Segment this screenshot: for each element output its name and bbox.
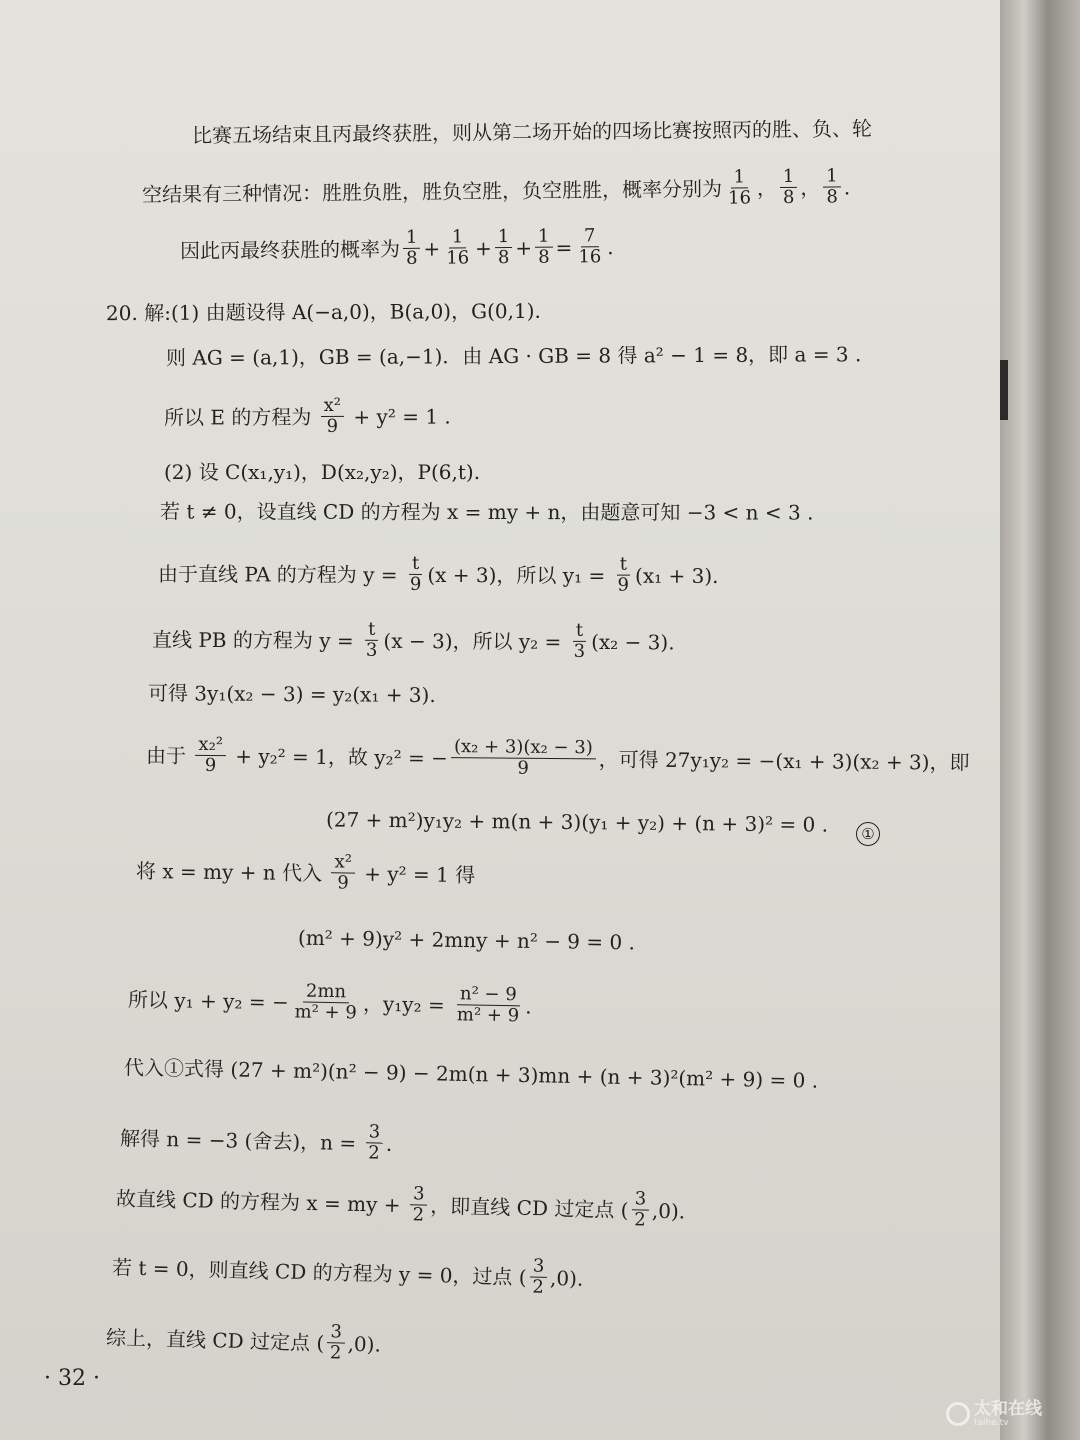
text-segment: + [423,236,441,261]
text-segment: (x₁ + 3). [635,563,719,588]
text-line [106,1316,382,1364]
text-line [128,978,532,1026]
text-segment: ,0). [651,1198,686,1223]
text-line [164,395,451,437]
fraction-denominator: 2 [368,1142,380,1164]
text-segment: 由于 [145,742,193,768]
fraction-numerator: 1 [823,166,841,187]
fraction-numerator: 7 [581,226,599,247]
text-segment: . [607,234,614,259]
text-segment: 所以 E 的方程为 [163,404,318,430]
text-line [146,734,970,782]
fraction-numerator: x² [331,852,355,873]
text-line [116,1178,686,1232]
text-segment: 综上，直线 CD 过定点 ( [105,1324,325,1355]
text-line [160,497,814,526]
text-line [164,458,480,486]
fraction-denominator: 3 [365,639,378,661]
fraction-denominator: 9 [617,574,630,596]
fraction-numerator: t [365,620,378,641]
text-segment: + y² = 1 得 [357,861,476,887]
fraction [451,737,596,779]
fraction [615,555,633,596]
fraction [363,620,381,661]
fraction-denominator: 8 [826,186,839,208]
book-binding [1000,0,1080,1440]
text-segment: 20. 解:(1) 由题设得 A(−a,0)，B(a,0)，G(0,1). [105,298,541,326]
binding-mark [1000,360,1008,420]
text-line [124,1053,819,1094]
fraction [725,167,754,208]
fraction [321,396,345,437]
fraction-numerator: t [573,621,586,642]
fraction-numerator: 3 [632,1189,650,1210]
fraction [365,1122,383,1163]
fraction [631,1189,649,1230]
fraction [443,227,472,268]
fraction-numerator: 3 [327,1322,345,1343]
text-segment: (x − 3)，所以 y₂ = [383,628,568,654]
text-line [148,679,436,709]
fraction-denominator: 8 [497,247,510,269]
text-segment: 所以 y₁ + y₂ = − [127,986,289,1014]
text-segment: ，即直线 CD 过定点 ( [430,1193,629,1222]
text-segment: ，y₁y₂ = [362,991,452,1017]
text-segment: 则 AG = (a,1)，GB = (a,−1)．由 AG · GB = 8 得 a² − 1 = 8，即 a = 3 . [165,342,862,370]
fraction-denominator: 2 [532,1276,545,1298]
text-line [142,166,851,214]
text-segment: 将 x = my + n 代入 [135,858,329,885]
fraction-denominator: 8 [538,246,550,268]
text-segment: + [515,235,533,260]
text-segment: 故直线 CD 的方程为 x = my + [115,1186,408,1217]
text-segment: 若 t ≠ 0，设直线 CD 的方程为 x = my + n，由题意可知 −3 < n < 3 . [159,499,814,525]
text-segment: + y² = 1 . [347,403,451,429]
text-line [192,114,872,149]
watermark-url: taihe.tv [974,1418,1009,1428]
fraction-denominator: 9 [204,754,217,777]
fraction [331,852,355,893]
fraction-denominator: 2 [634,1209,646,1231]
fraction [291,981,360,1023]
watermark [946,1394,1076,1434]
fraction-numerator: 3 [530,1256,548,1277]
text-segment: ,0). [549,1265,584,1291]
fraction-numerator: (x₂ + 3)(x₂ − 3) [451,737,596,759]
fraction-denominator: 9 [337,872,349,894]
text-segment: . [385,1131,393,1156]
text-segment: 若 t = 0，则直线 CD 的方程为 y = 0，过点 ( [111,1254,527,1289]
fraction-numerator: t [617,555,630,576]
fraction [495,227,513,268]
fraction-denominator: 16 [578,246,602,268]
text-line [166,340,861,372]
fraction [529,1256,547,1297]
fraction [535,227,553,268]
text-segment: 直线 PB 的方程为 y = [151,627,361,653]
page-number: · 32 · [44,1366,100,1391]
watermark-name: 太和在线 [974,1399,1042,1419]
fraction-numerator: 1 [780,167,798,188]
fraction [327,1322,346,1363]
equation-tag: ① [856,822,880,846]
text-segment: (27 + m²)y₁y₂ + m(n + 3)(y₁ + y₂) + (n + 3)² = 0 . [325,807,829,837]
fraction-numerator: 1 [495,227,513,248]
text-line [158,553,719,596]
text-segment: 比赛五场结束且丙最终获胜，则从第二场开始的四场比赛按照丙的胜、负、轮 [191,116,873,148]
fraction-numerator: 2mn [303,982,349,1004]
fraction-numerator: 1 [403,228,421,249]
fraction-denominator: 9 [326,415,339,437]
fraction-denominator: 8 [405,247,418,269]
text-segment: . [525,993,532,1019]
fraction-denominator: 8 [782,186,795,208]
text-line [152,619,675,663]
fraction-denominator: 9 [409,573,422,595]
fraction [403,228,421,269]
fraction-denominator: 2 [412,1204,425,1226]
text-segment: . [843,174,851,199]
text-segment: (m² + 9)y² + 2mny + n² − 9 = 0 . [297,925,636,955]
fraction [780,167,798,208]
fraction [409,1184,427,1225]
text-line [326,805,828,838]
fraction-denominator: 3 [573,640,586,662]
fraction-numerator: x₂² [195,735,226,756]
text-line [106,297,541,327]
text-segment: ， [756,175,778,200]
text-segment: (2) 设 C(x₁,y₁)，D(x₂,y₂)，P(6,t). [164,460,481,484]
fraction-numerator: 3 [410,1184,428,1205]
text-segment: 解得 n = −3 (舍去)，n = [119,1125,363,1155]
text-segment: + [475,235,492,260]
fraction-denominator: m² + 9 [294,1001,357,1024]
fraction-denominator: 16 [727,187,752,209]
fraction [823,166,841,207]
text-segment: (x + 3)，所以 y₁ = [427,562,612,588]
text-line [180,226,614,271]
fraction-numerator: t [409,554,422,575]
fraction [407,554,425,595]
watermark-logo-icon [946,1402,970,1426]
text-segment: = [555,234,573,260]
text-segment: (x₂ − 3). [591,629,675,654]
fraction-denominator: 16 [446,247,470,269]
fraction-numerator: x² [321,396,344,417]
fraction-numerator: 1 [535,227,553,248]
text-segment: 可得 3y₁(x₂ − 3) = y₂(x₁ + 3). [147,680,436,708]
fraction [571,621,589,662]
text-segment: ， [800,175,821,200]
fraction [575,226,604,267]
fraction [195,735,226,776]
text-segment: 代入①式得 (27 + m²)(n² − 9) − 2m(n + 3)mn + (n + 3)²(m² + 9) = 0 . [123,1055,819,1093]
text-line [120,1117,393,1164]
fraction-denominator: 2 [329,1342,342,1364]
text-segment: ，可得 27y₁y₂ = −(x₁ + 3)(x₂ + 3)，即 [598,746,970,775]
text-segment: 因此丙最终获胜的概率为 [179,236,401,263]
text-line [112,1246,584,1299]
fraction-numerator: 1 [730,167,748,188]
fraction-numerator: 3 [365,1122,383,1143]
fraction-numerator: 1 [449,227,467,248]
fraction-numerator: n² − 9 [457,984,520,1006]
fraction [454,984,523,1026]
fraction-denominator: 9 [517,757,530,779]
text-line [298,924,635,957]
text-segment: 空结果有三种情况：胜胜负胜，胜负空胜，负空胜胜，概率分别为 [141,176,723,207]
text-line [136,850,476,895]
text-segment: ,0). [347,1331,382,1357]
text-segment: 由于直线 PA 的方程为 y = [157,561,404,587]
fraction-denominator: m² + 9 [456,1004,520,1027]
text-segment: + y₂² = 1，故 y₂² = − [228,743,448,770]
